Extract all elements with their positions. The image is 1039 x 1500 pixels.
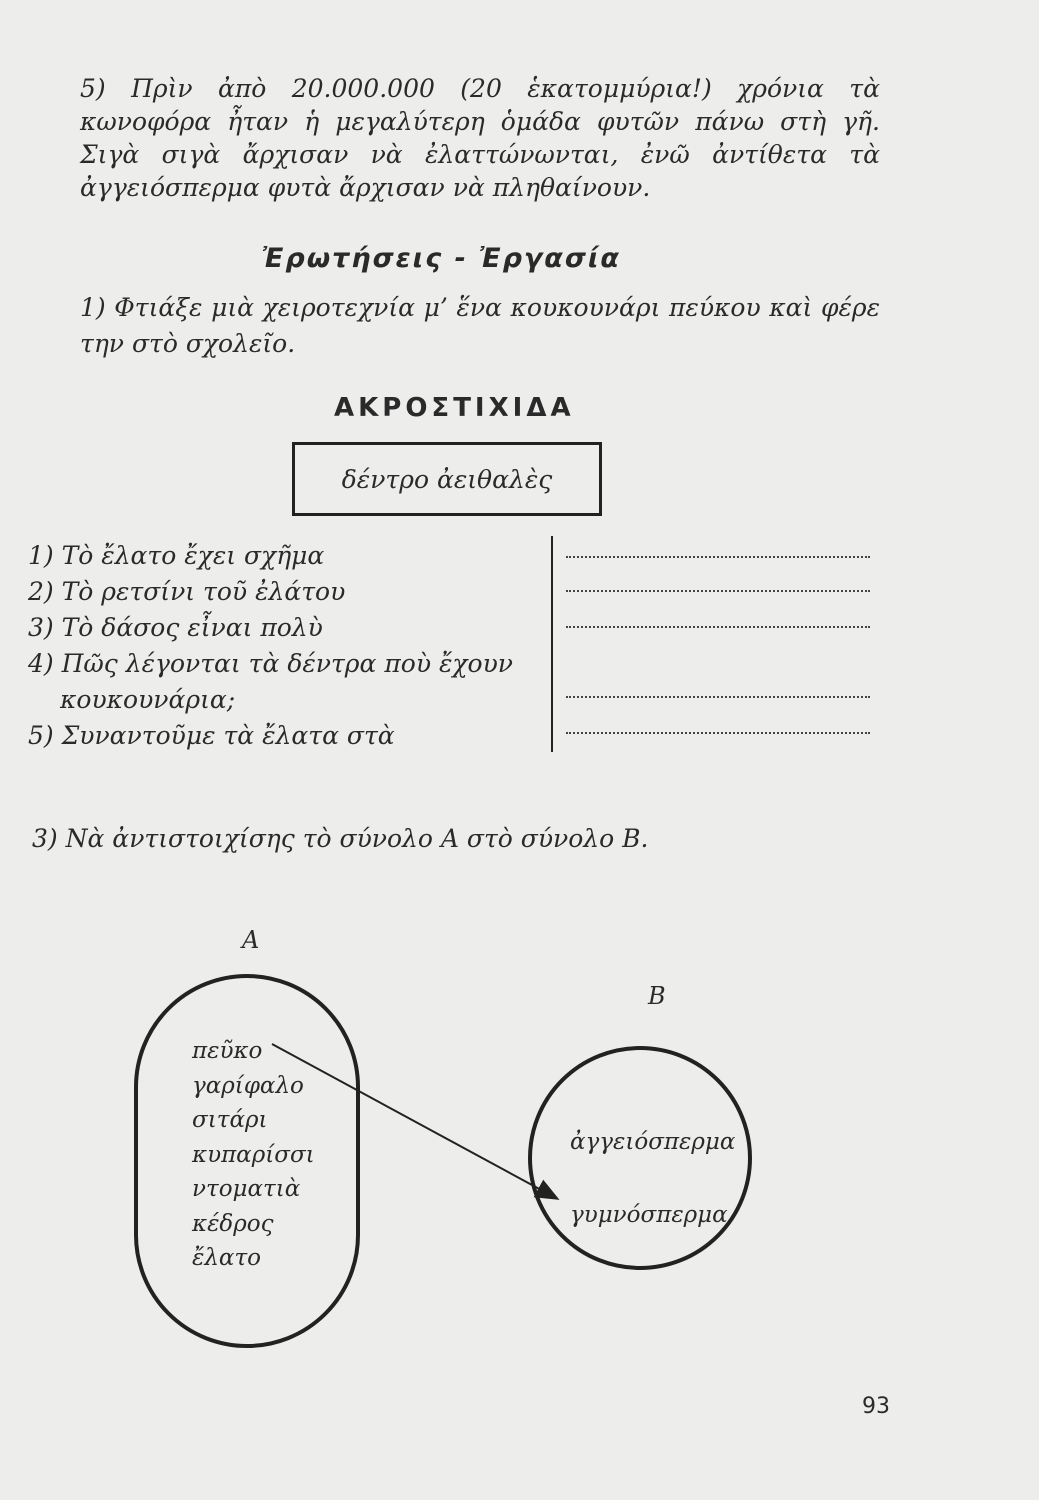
set-a-item[interactable]: πεῦκο: [192, 1038, 263, 1064]
set-a-label: Α: [242, 926, 260, 954]
clue-2: 2) Τὸ ρετσίνι τοῦ ἐλάτου: [28, 577, 346, 606]
set-b-label: Β: [648, 982, 666, 1010]
question-1: 1) Φτιάξε μιὰ χειροτεχνία μ’ ἕνα κουκουνάρι πεύκου καὶ φέρε την στὸ σχολεῖο.: [80, 293, 880, 358]
clue-4: 4) Πῶς λέγονται τὰ δέντρα ποὺ ἔχουν: [28, 649, 513, 678]
set-a-item[interactable]: γαρίφαλο: [192, 1072, 304, 1099]
acrostic-title: ΑΚΡΟΣΤΙΧΙΔΑ: [334, 393, 575, 423]
set-b-items: [570, 1106, 735, 1252]
set-b-item[interactable]: γυμνόσπερμα: [570, 1202, 728, 1228]
set-a-item[interactable]: ἔλατο: [192, 1245, 262, 1271]
acrostic-box-word: δέντρο ἀειθαλὲς: [341, 464, 553, 494]
set-a-item[interactable]: κέδρος: [192, 1210, 274, 1237]
page-number: 93: [862, 1394, 890, 1419]
intro-paragraph: 5) Πρὶν ἀπὸ 20.000.000 (20 ἑκατομμύρια!) χρόνια τὰ κωνοφόρα ἦταν ἡ μεγαλύτερη ὁμάδα φυτῶν πάνω στὴ γῆ. Σιγὰ σιγὰ ἄρχισαν νὰ ἐλαττώνωνται, ἐνῶ ἀντίθετα τὰ ἀγγειόσπερμα φυτὰ ἄρχισαν νὰ πληθαίνουν.: [80, 74, 880, 202]
section-heading: Ἐρωτήσεις - Ἐργασία: [262, 243, 621, 274]
clue-3: 3) Τὸ δάσος εἶναι πολὺ: [28, 613, 323, 642]
set-a-items: [192, 1034, 315, 1276]
set-a-item[interactable]: κυπαρίσσι: [192, 1141, 315, 1168]
set-a-item[interactable]: ντοματιὰ: [192, 1176, 301, 1202]
clue-5: 5) Συναντοῦμε τὰ ἔλατα στὰ: [28, 721, 395, 750]
clue-4-continued: κουκουνάρια;: [60, 685, 236, 714]
question-3: 3) Νὰ ἀντιστοιχίσης τὸ σύνολο Α στὸ σύνολο Β.: [32, 824, 649, 853]
set-b-item[interactable]: ἀγγειόσπερμα: [570, 1129, 736, 1155]
clue-1: 1) Τὸ ἔλατο ἔχει σχῆμα: [28, 541, 325, 570]
set-a-item[interactable]: σιτάρι: [192, 1107, 268, 1133]
